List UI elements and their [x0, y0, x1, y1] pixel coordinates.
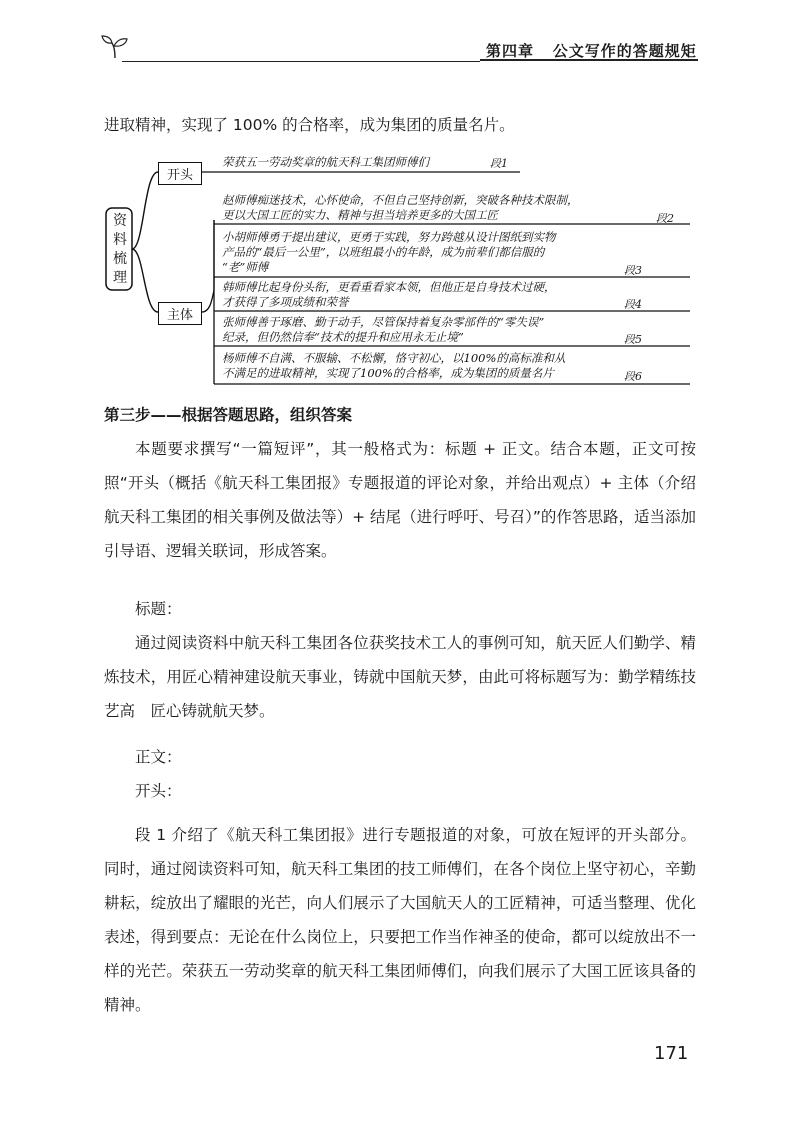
open-item-seg: 段1 [490, 157, 508, 170]
body-item-line: 更以大国工匠的实力、精神与担当培养更多的大国工匠 [222, 208, 498, 222]
paragraph: 通过阅读资料中航天科工集团各位获奖技术工人的事例可知，航天匠人们勤学、精炼技术，用匠心精神建设航天事业，铸就中国航天梦，由此可将标题写为：勤学精练技艺高 匠心铸就航天梦。 [104, 634, 696, 720]
intro-line: 进取精神，实现了 100% 的合格率，成为集团的质量名片。 [104, 116, 515, 134]
root-char: 料 [113, 232, 127, 248]
chapter-number: 第四章 [486, 42, 535, 60]
body-item-line: “老”师傅 [222, 260, 269, 274]
mindmap [100, 150, 700, 390]
body-item-line: 才获得了多项成绩和荣誉 [222, 295, 349, 309]
label-body: 正文： [135, 748, 182, 766]
body-item-seg: 段5 [624, 333, 642, 346]
chapter-header [486, 40, 697, 61]
body-item-line: 小胡师傅勇于提出建议，更勇于实践，努力跨越从设计图纸到实物 [222, 230, 556, 244]
node-body: 主体 [158, 302, 202, 325]
body-item [222, 351, 565, 381]
open-item-text: 荣获五一劳动奖章的航天科工集团师傅们 [222, 155, 429, 169]
body-item-line: 不满足的进取精神，实现了100%的合格率，成为集团的质量名片 [222, 366, 554, 380]
label-title: 标题： [135, 600, 182, 618]
body-item [222, 193, 579, 223]
page-number: 171 [654, 1043, 689, 1064]
header-rule [122, 61, 480, 62]
chapter-title: 公文写作的答题规矩 [552, 42, 697, 60]
label-open: 开头： [135, 782, 182, 800]
sprout-icon [100, 34, 130, 60]
body-item-line: 韩师傅比起身份头衔，更看重看家本领，但他正是自身技术过硬， [222, 280, 556, 294]
step3-heading: 第三步——根据答题思路，组织答案 [104, 406, 353, 424]
body-item-seg: 段3 [624, 264, 642, 277]
body-item-line: 杨师傅不自满、不服输、不松懈，恪守初心，以100%的高标准和从 [222, 351, 566, 365]
root-char: 资 [113, 213, 127, 229]
body-item-seg: 段6 [624, 370, 642, 383]
body-item-line: 纪录，但仍然信奉“技术的提升和应用永无止境” [222, 330, 464, 344]
root-char: 梳 [113, 251, 127, 267]
paragraph: 本题要求撰写“一篇短评”，其一般格式为：标题 + 正文。结合本题，正文可按照“开头（概括《航天科工集团报》专题报道的评论对象，并给出观点）+ 主体（介绍航天科工集团的相关事例及做法等）+ 结尾（进行呼吁、号召）”的作答思路，适当添加引导语、逻辑关联词，形成答案。 [104, 440, 696, 560]
root-char: 理 [113, 270, 127, 286]
body-item-seg: 段2 [656, 212, 674, 225]
body-item [222, 315, 544, 345]
body-item-line: 赵师傅痴迷技术，心怀使命，不但自己坚持创新，突破各种技术限制， [222, 193, 579, 207]
root-node [112, 212, 128, 288]
body-item-seg: 段4 [624, 298, 642, 311]
body-item [222, 230, 556, 275]
paragraph: 段 1 介绍了《航天科工集团报》进行专题报道的对象，可放在短评的开头部分。同时，通过阅读资料可知，航天科工集团的技工师傅们，在各个岗位上坚守初心，辛勤耕耘，绽放出了耀眼的光芒，向人们展示了大国航天人的工匠精神，可适当整理、优化表述，得到要点：无论在什么岗位上，只要把工作当作神圣的使命，都可以绽放出不一样的光芒。荣获五一劳动奖章的航天科工集团师傅们，向我们展示了大国工匠该具备的精神。 [104, 826, 696, 1014]
body-item-line: 张师傅善于琢磨、勤于动手，尽管保持着复杂零部件的“零失误” [222, 315, 545, 329]
body-item-line: 产品的“最后一公里”，以班组最小的年龄，成为前辈们都信服的 [222, 245, 545, 259]
body-item [222, 280, 556, 310]
node-open: 开头 [158, 162, 202, 185]
